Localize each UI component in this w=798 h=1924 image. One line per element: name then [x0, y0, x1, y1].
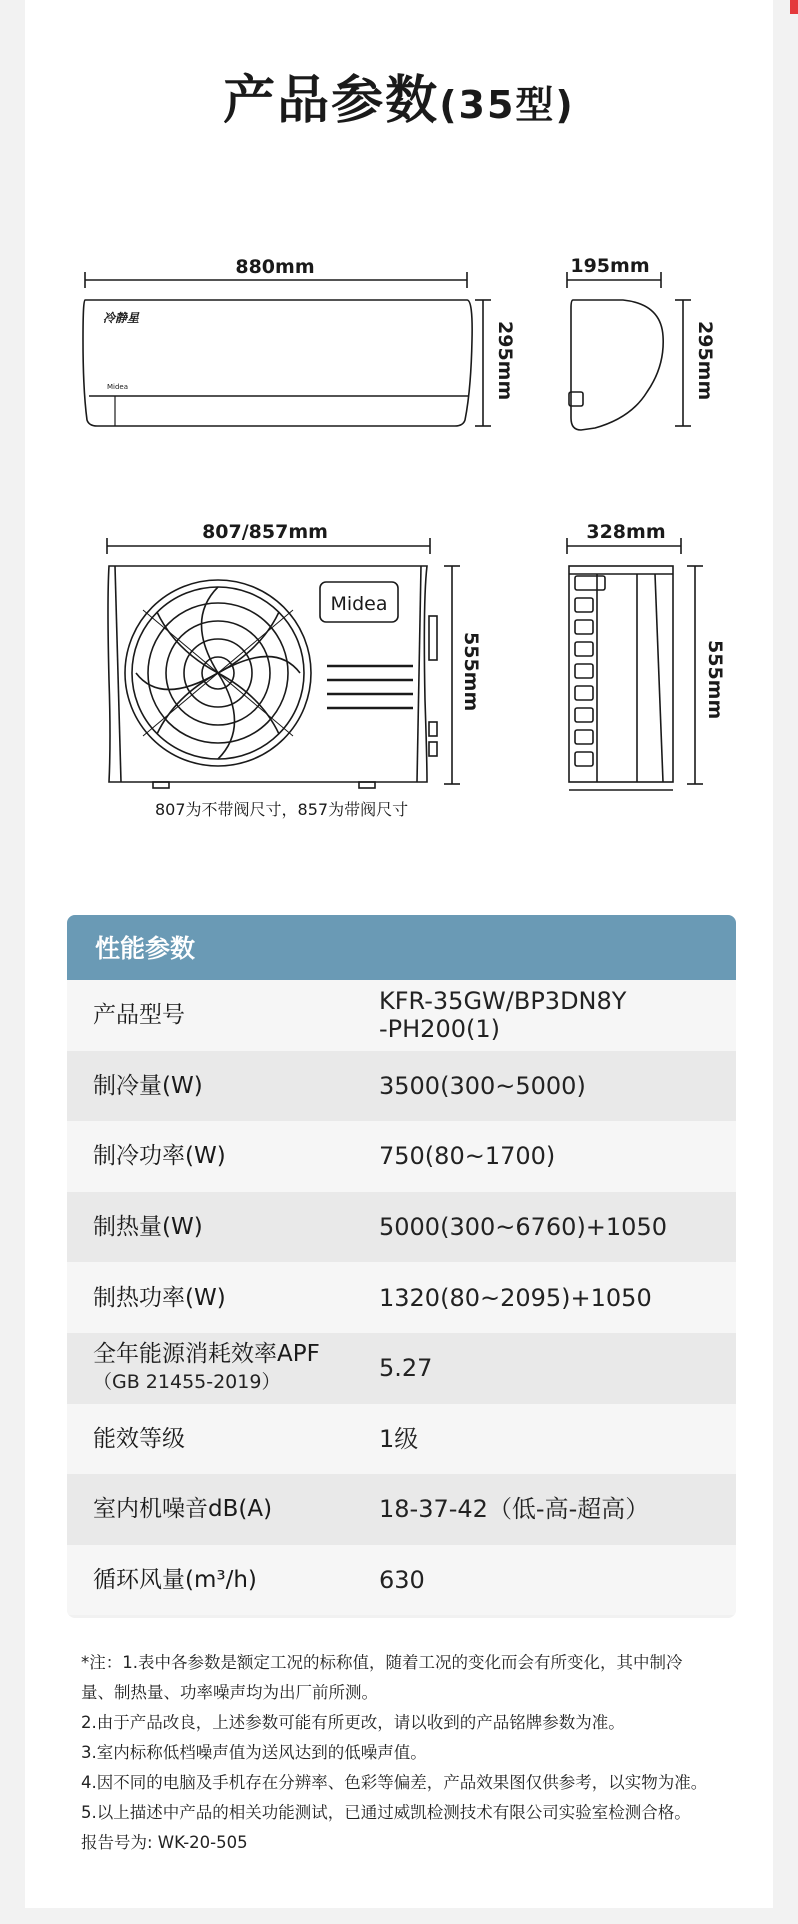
indoor-height-front-label: 295mm — [494, 321, 516, 401]
table-row — [67, 1333, 736, 1404]
footnote-line: 量、制热量、功率噪声均为出厂前所测。 — [81, 1683, 378, 1702]
row-label: 制热量(W) — [93, 1214, 203, 1241]
footnote-line: 4.因不同的电脑及手机存在分辨率、色彩等偏差，产品效果图仅供参考，以实物为准。 — [81, 1773, 708, 1792]
table-row — [67, 1262, 736, 1333]
row-label: 制热功率(W) — [93, 1284, 226, 1311]
outdoor-depth-label: 328mm — [586, 521, 666, 543]
row-value: KFR-35GW/BP3DN8Y -PH200(1) — [379, 987, 627, 1044]
table-row — [67, 980, 736, 1051]
row-label: 制冷量(W) — [93, 1072, 203, 1099]
indoor-brand-logo: Midea — [107, 383, 129, 391]
spec-table-header: 性能参数 — [67, 915, 736, 980]
footnotes — [81, 1648, 771, 1858]
row-value: 3500(300~5000) — [379, 1071, 586, 1100]
indoor-unit-side — [567, 255, 716, 430]
title-main: 产品参数 — [223, 71, 440, 131]
indoor-width-label: 880mm — [235, 256, 315, 278]
table-row — [67, 1474, 736, 1545]
row-value: 750(80~1700) — [379, 1142, 556, 1171]
row-value: 630 — [379, 1566, 425, 1595]
table-row — [67, 1051, 736, 1122]
footnote-line: 报告号为: WK-20-505 — [81, 1833, 248, 1852]
table-row — [67, 1545, 736, 1616]
row-label: 产品型号 — [93, 1002, 185, 1029]
outdoor-width-label: 807/857mm — [202, 521, 328, 543]
dimension-diagram — [25, 0, 773, 830]
product-spec-page — [25, 0, 773, 1908]
outdoor-unit-side — [567, 521, 726, 790]
indoor-brand-badge: 冷静星 — [103, 311, 140, 325]
indoor-unit-front — [83, 256, 516, 426]
footnote-line: 2.由于产品改良，上述参数可能有所更改，请以收到的产品铭牌参数为准。 — [81, 1713, 625, 1732]
row-label: 全年能源消耗效率APF （GB 21455-2019） — [67, 1340, 379, 1396]
row-value: 5000(300~6760)+1050 — [379, 1213, 667, 1242]
indoor-depth-label: 195mm — [570, 255, 650, 277]
corner-red-mark — [790, 0, 798, 14]
footnote-line: *注：1.表中各参数是额定工况的标称值，随着工况的变化而会有所变化，其中制冷 — [81, 1653, 683, 1672]
outdoor-unit-front — [107, 521, 482, 788]
row-label-standard: （GB 21455-2019） — [93, 1371, 281, 1394]
footnote-line: 5.以上描述中产品的相关功能测试，已通过威凯检测技术有限公司实验室检测合格。 — [81, 1803, 691, 1822]
table-row — [67, 1192, 736, 1263]
outdoor-height-front-label: 555mm — [460, 632, 482, 712]
row-value: 18-37-42（低-高-超高） — [379, 1495, 650, 1524]
indoor-height-side-label: 295mm — [694, 321, 716, 401]
outdoor-height-side-label: 555mm — [704, 640, 726, 720]
table-row — [67, 1121, 736, 1192]
table-row — [67, 1404, 736, 1475]
outdoor-size-note: 807为不带阀尺寸，857为带阀尺寸 — [155, 800, 409, 819]
footnote-line: 3.室内标称低档噪声值为送风达到的低噪声值。 — [81, 1743, 427, 1762]
row-label: 能效等级 — [93, 1425, 185, 1452]
row-value: 5.27 — [379, 1354, 433, 1383]
spec-table — [67, 915, 736, 1618]
row-label: 室内机噪音dB(A) — [93, 1496, 273, 1523]
row-value: 1级 — [379, 1424, 419, 1453]
outdoor-brand-logo: Midea — [330, 593, 388, 615]
row-label: 制冷功率(W) — [93, 1143, 226, 1170]
title-sub: (35型) — [439, 83, 575, 127]
row-label: 循环风量(m³/h) — [93, 1567, 257, 1594]
row-value: 1320(80~2095)+1050 — [379, 1283, 652, 1312]
